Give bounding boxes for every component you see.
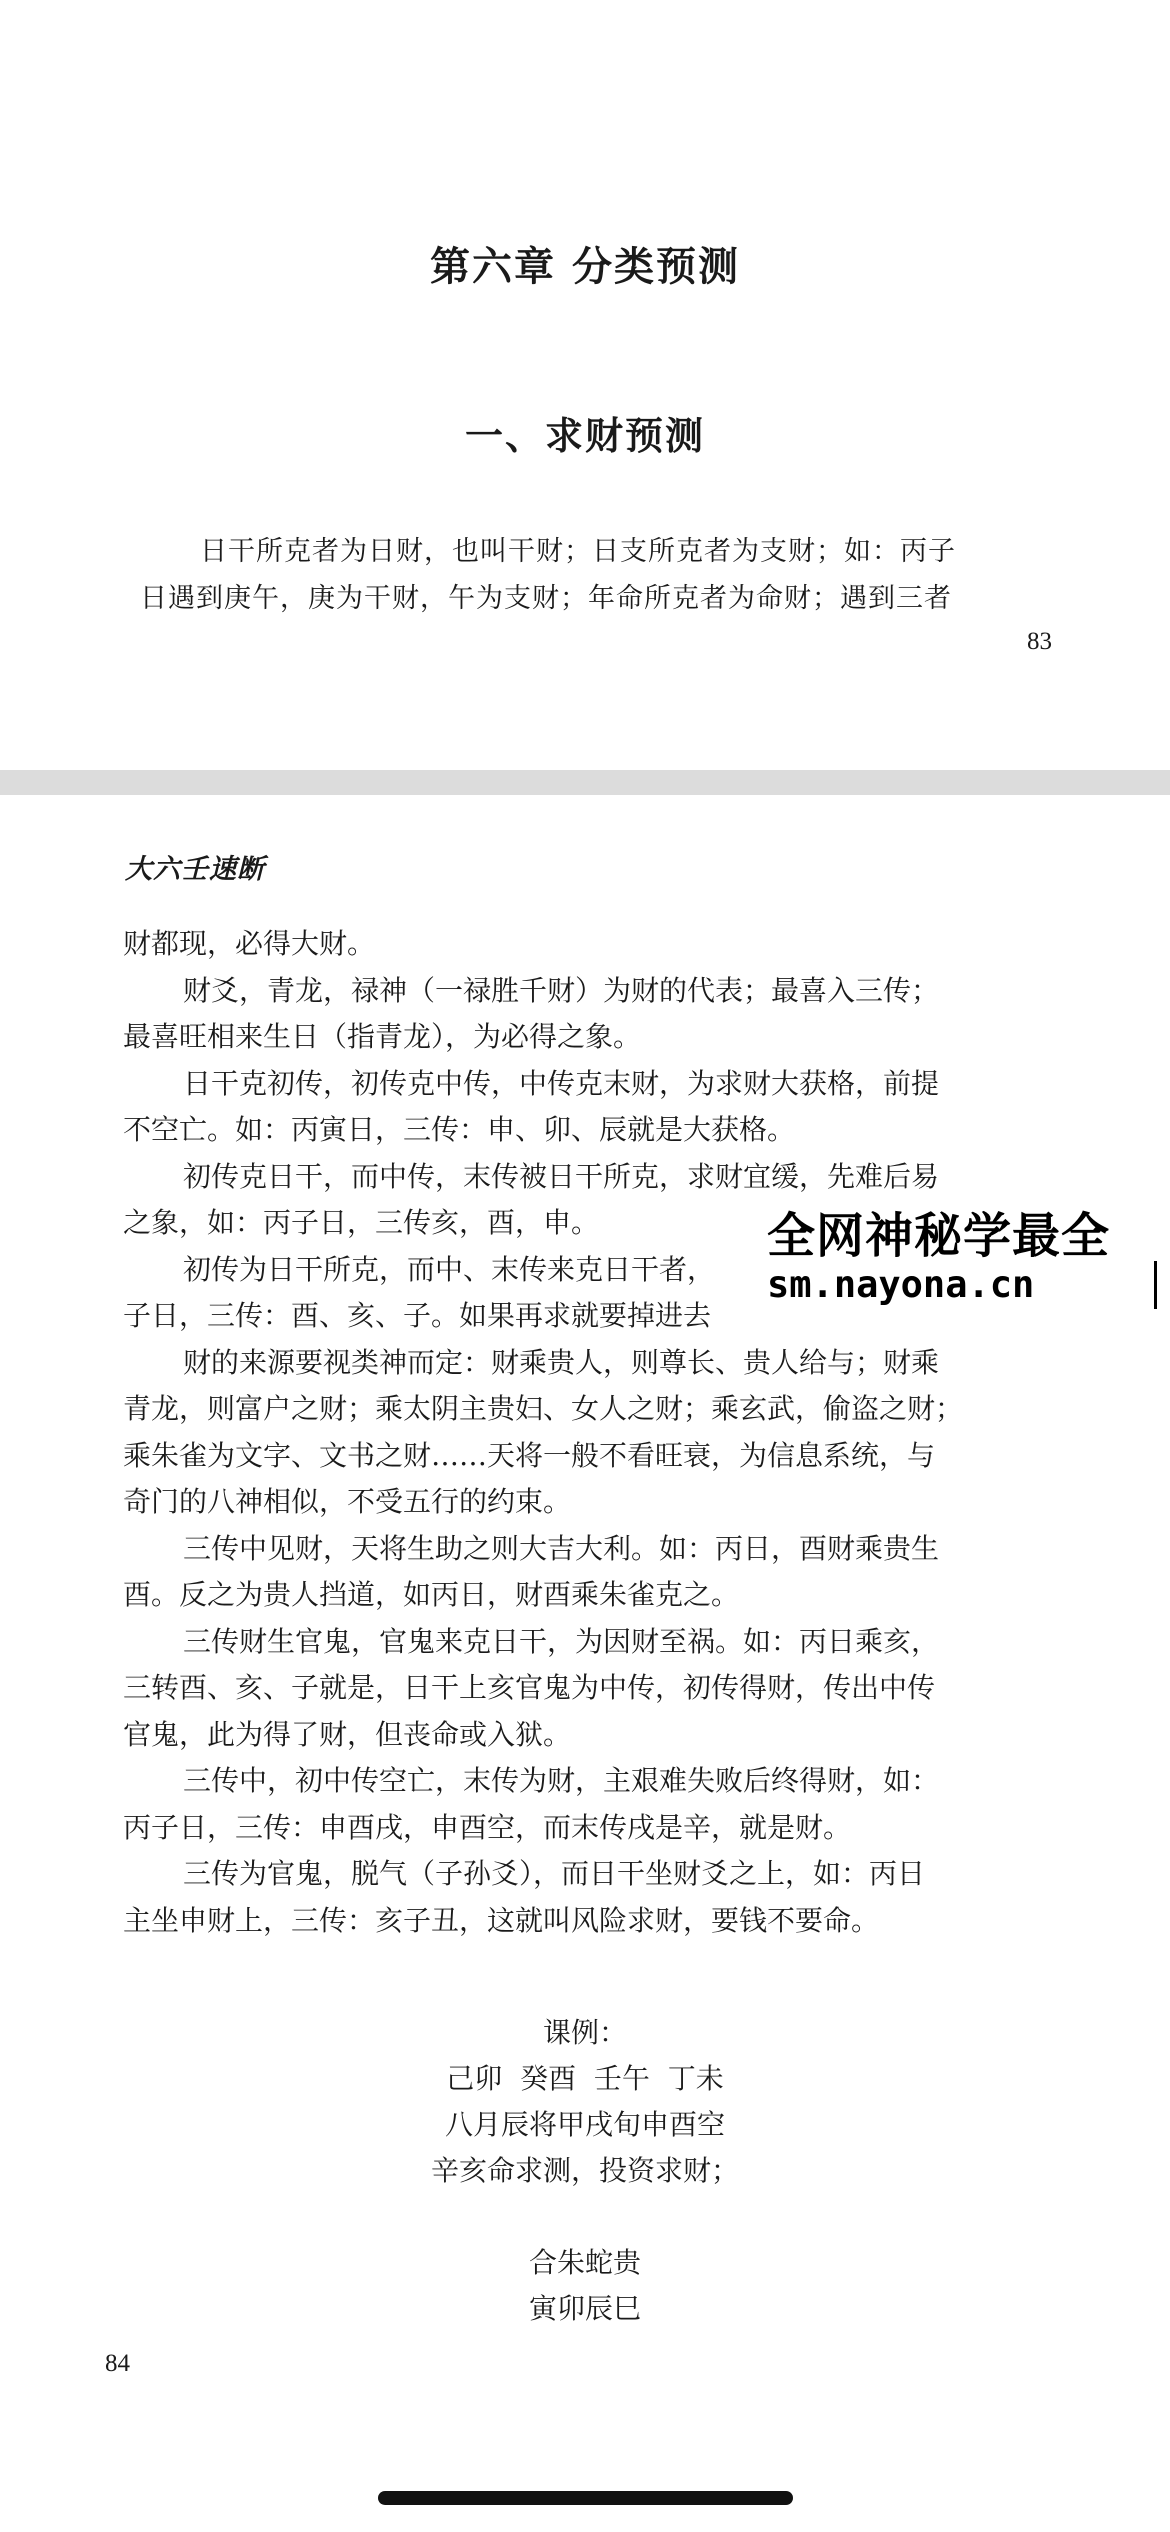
body-line: 酉。反之为贵人挡道，如丙日，财酉乘朱雀克之。: [123, 1578, 740, 1611]
running-header: 大六壬速断: [125, 854, 265, 885]
example-question: 辛亥命求测，投资求财；: [430, 2154, 739, 2187]
example-branches: 寅卯辰巳: [528, 2292, 641, 2325]
body-line: 最喜旺相来生日（指青龙），为必得之象。: [123, 1020, 642, 1053]
body-line: 三传财生官鬼，官鬼来克日干，为因财至祸。如：丙日乘亥，: [183, 1624, 940, 1658]
chapter-title: 第六章 分类预测: [430, 243, 740, 290]
section-title: 一、求财预测: [464, 413, 705, 458]
page2-body: [123, 921, 1043, 1944]
watermark-url: sm.nayona.cn: [767, 1263, 1035, 1306]
body-line: 官鬼，此为得了财，但丧命或入狱。: [123, 1717, 572, 1751]
watermark-title: 全网神秘学最全: [767, 1208, 1111, 1264]
body-line: 三传中，初中传空亡，末传为财，主艰难失败后终得财，如：: [183, 1764, 940, 1797]
body-line: 奇门的八神相似，不受五行的约束。: [123, 1485, 572, 1518]
paragraph-line: 日干所克者为日财，也叫干财；日支所克者为支财；如：丙子: [200, 536, 956, 567]
page-number: 83: [1027, 628, 1052, 655]
page1-paragraph: [140, 528, 1040, 622]
spacer: [0, 2194, 1170, 2240]
body-line: 日干克初传，初传克中传，中传克末财，为求财大获格，前提: [183, 1066, 940, 1100]
body-line: 乘朱雀为文字、文书之财……天将一般不看旺衰，为信息系统，与: [123, 1438, 936, 1472]
body-line: 之象，如：丙子日，三传亥，酉，申。: [123, 1206, 600, 1239]
body-line: 丙子日，三传：申酉戌，申酉空，而末传戌是辛，就是财。: [123, 1810, 852, 1844]
body-line: 青龙，则富户之财；乘太阴主贵妇、女人之财；乘玄武，偷盗之财；: [123, 1392, 964, 1425]
example-block: [0, 2010, 1170, 2332]
page-number: 84: [105, 2350, 130, 2377]
body-line: 财都现，必得大财。: [123, 927, 376, 960]
example-pillars: 己卯 癸酉 壬午 丁未: [446, 2062, 724, 2095]
book-page-83: [0, 0, 1170, 770]
body-line: 三转酉、亥、子就是，日干上亥官鬼为中传，初传得财，传出中传: [123, 1671, 936, 1704]
body-line: 财爻，青龙，禄神（一禄胜千财）为财的代表；最喜入三传；: [183, 973, 940, 1007]
paragraph-line: 日遇到庚午，庚为干财，午为支财；年命所克者为命财；遇到三者: [140, 583, 952, 614]
watermark: [762, 1195, 1170, 1313]
body-line: 三传为官鬼，脱气（子孙爻），而日干坐财爻之上，如：丙日: [183, 1857, 926, 1890]
text-cursor: [1154, 1261, 1157, 1309]
example-month-info: 八月辰将甲戌旬申酉空: [444, 2108, 725, 2141]
example-generals: 合朱蛇贵: [528, 2246, 641, 2279]
body-line: 主坐申财上，三传：亥子丑，这就叫风险求财，要钱不要命。: [123, 1903, 880, 1937]
book-page-84: [0, 795, 1170, 2532]
body-line: 不空亡。如：丙寅日，三传：申、卯、辰就是大获格。: [123, 1113, 796, 1146]
body-line: 初传为日干所克，而中、末传来克日干者，: [183, 1252, 716, 1286]
home-indicator[interactable]: [378, 2491, 793, 2505]
body-line: 财的来源要视类神而定：财乘贵人，则尊长、贵人给与；财乘: [183, 1345, 940, 1379]
body-line: 三传中见财，天将生助之则大吉大利。如：丙日，酉财乘贵生: [183, 1531, 940, 1565]
example-label: 课例：: [542, 2016, 627, 2049]
body-line: 子日，三传：酉、亥、子。如果再求就要掉进去: [123, 1299, 712, 1332]
body-line: 初传克日干，而中传，末传被日干所克，求财宜缓，先难后易: [183, 1159, 940, 1193]
